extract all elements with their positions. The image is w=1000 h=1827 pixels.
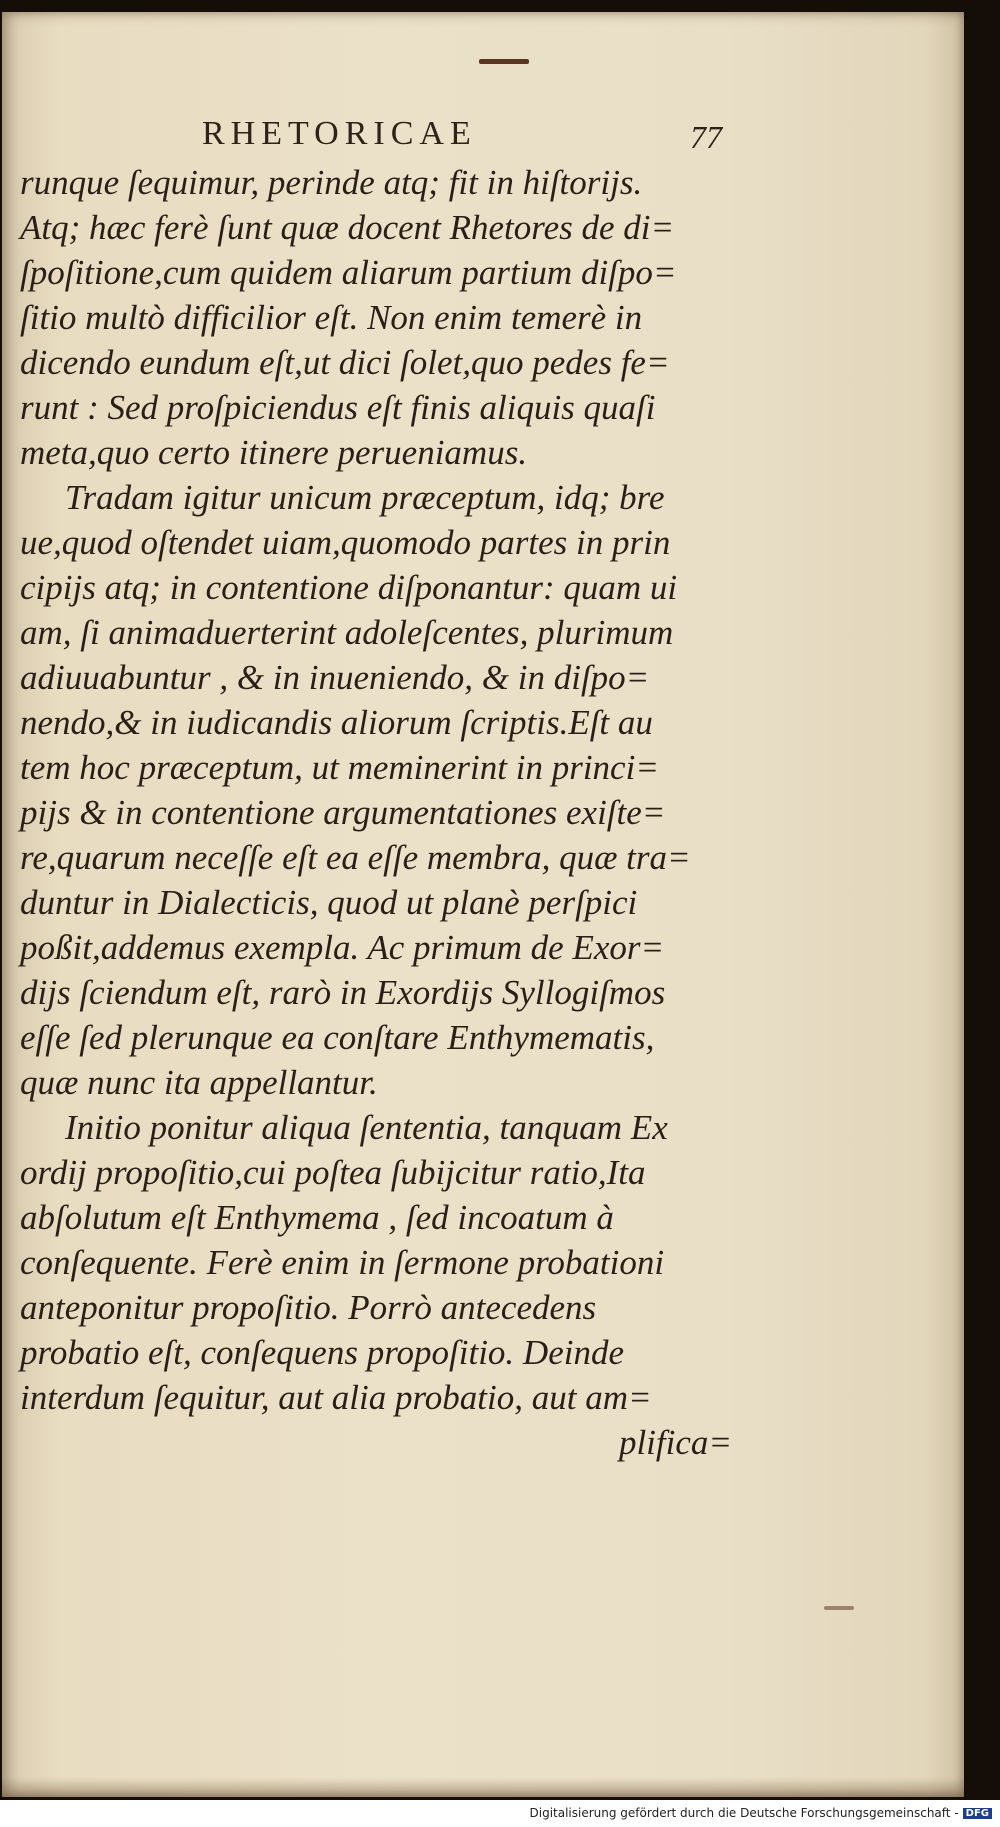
digitization-credit (530, 1806, 993, 1820)
text-line: am, ſi animaduerterint adoleſcentes, plurimum (20, 613, 674, 652)
text-line: runque ſequimur, perinde atq; fit in hiſtorijs. (20, 163, 643, 202)
text-line: conſequente. Ferè enim in ſermone probationi (20, 1243, 665, 1282)
text-line: quæ nunc ita appellantur. (20, 1063, 378, 1102)
text-line: poßit,addemus exempla. Ac primum de Exor= (20, 928, 665, 967)
ornament-mark (479, 59, 529, 64)
text-line: runt : Sed proſpiciendus eſt finis aliquis quaſi (20, 388, 656, 427)
page-number: 77 (690, 119, 722, 155)
text-line: ordij propoſitio,cui poſtea ſubijcitur ratio,Ita (20, 1153, 646, 1192)
text-line: cipijs atq; in contentione diſponantur: quam ui (20, 568, 678, 607)
text-line: duntur in Dialecticis, quod ut planè perſpici (20, 883, 638, 922)
text-line: ſitio multò difficilior eſt. Non enim temerè in (20, 298, 643, 337)
text-line: dicendo eundum eſt,ut dici ſolet,quo pedes fe= (20, 343, 670, 382)
text-line: tem hoc præceptum, ut meminerint in princi= (20, 748, 659, 787)
paragraph-1 (20, 160, 732, 475)
page-edge-shadow (2, 1777, 964, 1797)
text-line: meta,quo certo itinere perueniamus. (20, 433, 528, 472)
text-line: Atq; hæc ferè ſunt quæ docent Rhetores de di= (20, 208, 675, 247)
text-line: ue,quod oſtendet uiam,quomodo partes in prin (20, 523, 671, 562)
running-head: RHETORICAE (202, 115, 477, 152)
paragraph-3 (20, 1105, 732, 1420)
text-line: anteponitur propoſitio. Porrò antecedens (20, 1288, 597, 1327)
catchword: plifica= (618, 1423, 732, 1462)
text-line: pijs & in contentione argumentationes exiſte= (20, 793, 666, 832)
ink-smudge (824, 1606, 854, 1610)
text-line: Initio ponitur aliqua ſententia, tanquam Ex (65, 1108, 668, 1147)
paragraph-2 (20, 475, 732, 1105)
body-text (20, 160, 732, 1465)
dfg-logo: DFG (963, 1808, 992, 1819)
text-line: adiuuabuntur , & in inueniendo, & in diſpo= (20, 658, 650, 697)
text-line: nendo,& in iudicandis aliorum ſcriptis.Eſt au (20, 703, 653, 742)
credit-text: Digitalisierung gefördert durch die Deutsche Forschungsgemeinschaft - (529, 1806, 959, 1820)
text-line: dijs ſciendum eſt, rarò in Exordijs Syllogiſmos (20, 973, 666, 1012)
text-line: eſſe ſed plerunque ea conſtare Enthymematis, (20, 1018, 655, 1057)
text-line: abſolutum eſt Enthymema , ſed incoatum à (20, 1198, 614, 1237)
text-line: re,quarum neceſſe eſt ea eſſe membra, quæ tra= (20, 838, 691, 877)
text-line: probatio eſt, conſequens propoſitio. Deinde (20, 1333, 624, 1372)
text-line: interdum ſequitur, aut alia probatio, aut am= (20, 1378, 652, 1417)
text-line: Tradam igitur unicum præceptum, idq; bre (65, 478, 665, 517)
text-line: ſpoſitione,cum quidem aliarum partium diſpo= (20, 253, 677, 292)
book-page (2, 12, 964, 1797)
